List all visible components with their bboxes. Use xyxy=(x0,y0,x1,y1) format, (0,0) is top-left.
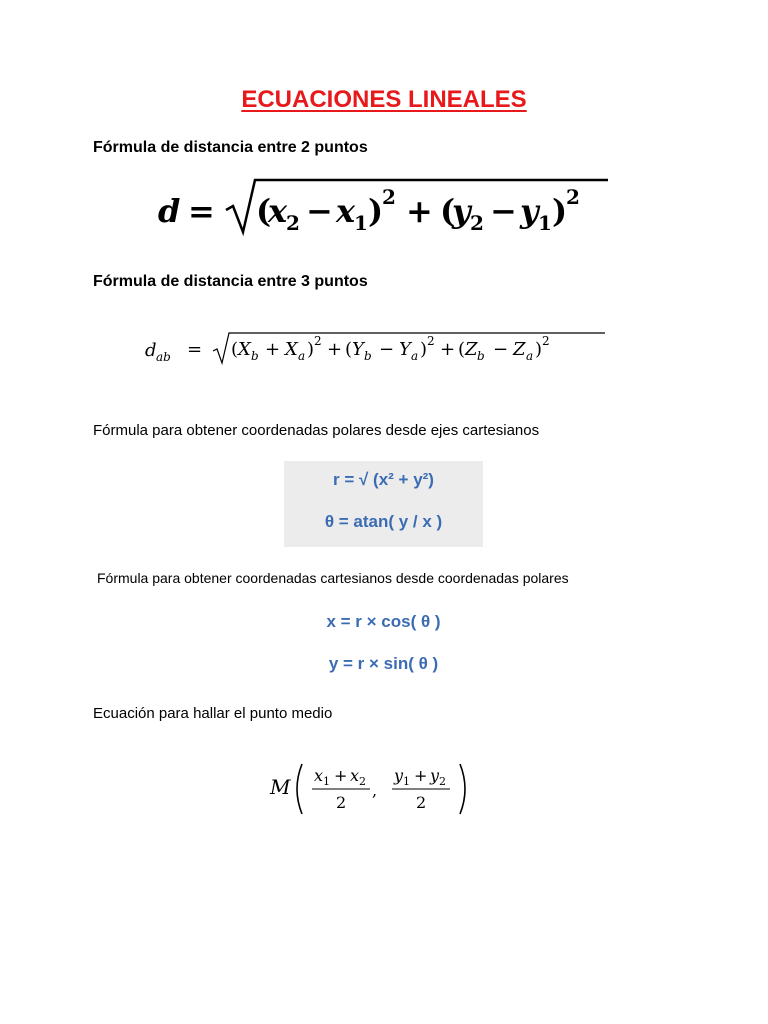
svg-text:−: − xyxy=(306,192,333,230)
formula-distance-3-points xyxy=(143,327,613,378)
svg-text:Y: Y xyxy=(352,339,364,360)
svg-text:y: y xyxy=(452,192,471,230)
svg-text:Y: Y xyxy=(399,339,411,360)
heading-distance-3-points: Fórmula de distancia entre 3 puntos xyxy=(93,273,368,290)
svg-text:x: x xyxy=(314,766,324,785)
svg-text:2: 2 xyxy=(566,185,580,209)
svg-text:+: + xyxy=(406,192,433,230)
svg-text:b: b xyxy=(477,349,485,363)
svg-text:1: 1 xyxy=(323,775,330,788)
formula-midpoint xyxy=(266,758,486,825)
svg-text:−: − xyxy=(490,192,517,230)
svg-text:2: 2 xyxy=(286,211,300,235)
polar-formula-r: r = √ (x² + y²) xyxy=(333,470,434,489)
svg-text:=: = xyxy=(188,192,215,230)
heading-polar-from-cartesian: Fórmula para obtener coordenadas polares desde ejes cartesianos xyxy=(93,422,540,439)
page-title: ECUACIONES LINEALES xyxy=(241,86,527,113)
svg-text:ab: ab xyxy=(156,350,171,364)
svg-text:(: ( xyxy=(231,339,239,360)
svg-text:y: y xyxy=(520,192,539,230)
svg-text:=: = xyxy=(187,339,203,360)
svg-text:+: + xyxy=(265,339,281,360)
svg-text:): ) xyxy=(420,339,428,360)
svg-text:1: 1 xyxy=(538,211,552,235)
svg-text:b: b xyxy=(364,349,372,363)
svg-text:b: b xyxy=(251,349,259,363)
svg-text:,: , xyxy=(372,781,378,800)
svg-text:(: ( xyxy=(458,339,466,360)
svg-text:+: + xyxy=(334,766,348,785)
svg-text:): ) xyxy=(307,339,315,360)
svg-text:2: 2 xyxy=(542,334,550,348)
svg-text:): ) xyxy=(552,192,568,230)
svg-text:a: a xyxy=(298,349,306,363)
svg-text:d: d xyxy=(145,340,157,361)
formula-midpoint-render xyxy=(266,758,486,820)
svg-text:a: a xyxy=(411,349,419,363)
svg-text:1: 1 xyxy=(403,775,410,788)
svg-text:−: − xyxy=(379,339,395,360)
svg-text:X: X xyxy=(238,339,251,360)
svg-text:2: 2 xyxy=(427,334,435,348)
svg-text:M: M xyxy=(270,775,291,799)
formula-distance-3-points-render xyxy=(143,327,613,373)
svg-text:(: ( xyxy=(256,192,272,230)
svg-text:d: d xyxy=(158,192,181,230)
formula-distance-2-points xyxy=(150,170,620,255)
svg-text:2: 2 xyxy=(416,793,427,812)
svg-text:(: ( xyxy=(440,192,456,230)
svg-text:): ) xyxy=(535,339,543,360)
svg-text:2: 2 xyxy=(314,334,322,348)
svg-text:(: ( xyxy=(345,339,353,360)
svg-text:−: − xyxy=(493,339,509,360)
svg-text:+: + xyxy=(440,339,456,360)
svg-text:2: 2 xyxy=(470,211,484,235)
svg-text:1: 1 xyxy=(354,211,368,235)
svg-text:2: 2 xyxy=(336,793,347,812)
svg-text:2: 2 xyxy=(439,775,446,788)
svg-text:+: + xyxy=(414,766,428,785)
svg-text:2: 2 xyxy=(382,185,396,209)
heading-midpoint: Ecuación para hallar el punto medio xyxy=(93,705,333,722)
svg-text:): ) xyxy=(368,192,384,230)
cartesian-formula-x: x = r × cos( θ ) xyxy=(326,612,441,631)
svg-text:x: x xyxy=(336,192,356,230)
svg-text:y: y xyxy=(394,766,404,785)
svg-text:a: a xyxy=(526,349,534,363)
svg-text:+: + xyxy=(327,339,343,360)
svg-text:x: x xyxy=(268,192,288,230)
heading-distance-2-points: Fórmula de distancia entre 2 puntos xyxy=(93,139,368,156)
svg-text:2: 2 xyxy=(359,775,366,788)
svg-text:x: x xyxy=(350,766,360,785)
cartesian-formula-y: y = r × sin( θ ) xyxy=(328,654,439,673)
heading-cartesian-from-polar: Fórmula para obtener coordenadas cartesianos desde coordenadas polares xyxy=(97,570,569,586)
formula-distance-2-points-render xyxy=(150,170,620,250)
svg-text:X: X xyxy=(285,339,298,360)
svg-text:Z: Z xyxy=(513,339,526,360)
svg-text:Z: Z xyxy=(465,339,478,360)
svg-text:y: y xyxy=(430,766,440,785)
polar-formula-theta: θ = atan( y / x ) xyxy=(324,512,443,531)
